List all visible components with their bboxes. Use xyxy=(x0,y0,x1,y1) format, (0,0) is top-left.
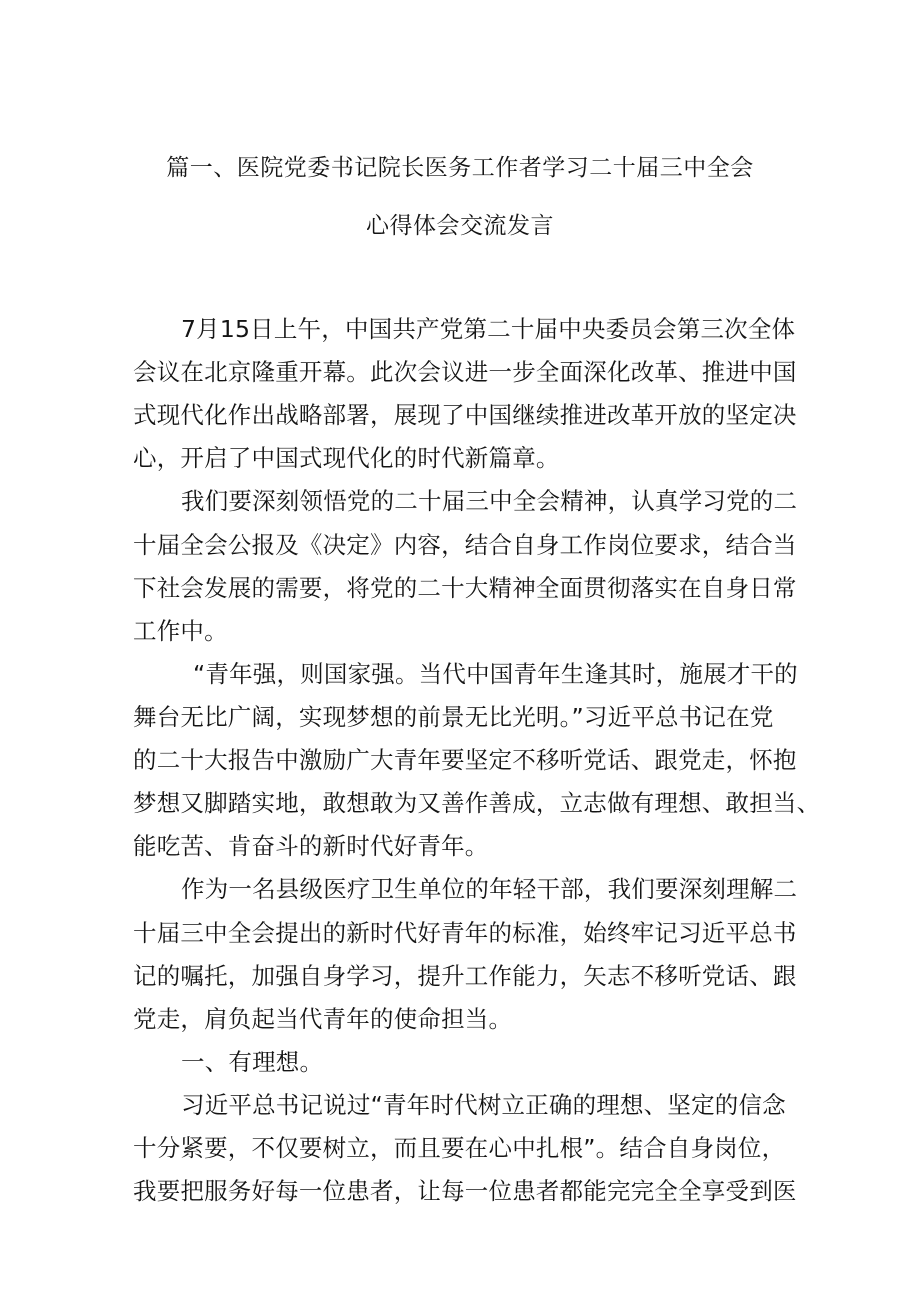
body-line: 作为一名县级医疗卫生单位的年轻干部，我们要深刻理解二 xyxy=(181,875,798,903)
body-line: 7月15日上午，中国共产党第二十届中央委员会第三次全体 xyxy=(181,315,796,343)
body-line: 十届三中全会提出的新时代好青年的标准，始终牢记习近平总书 xyxy=(133,919,797,947)
body-line: “青年强，则国家强。当代中国青年生逢其时，施展才干的 xyxy=(193,660,798,688)
body-line: 十届全会公报及《决定》内容，结合自身工作岗位要求，结合当 xyxy=(133,531,797,559)
body-line: 式现代化作出战略部署，展现了中国继续推进改革开放的坚定决 xyxy=(133,401,797,429)
body-line: 我要把服务好每一位患者，让每一位患者都能完完全全享受到医 xyxy=(133,1177,797,1205)
body-line: 的二十大报告中激励广大青年要坚定不移听党话、跟党走，怀抱 xyxy=(133,746,797,774)
body-line: 能吃苦、肯奋斗的新时代好青年。 xyxy=(133,832,489,860)
body-line: 我们要深刻领悟党的二十届三中全会精神，认真学习党的二 xyxy=(181,487,798,515)
document-title-line-2: 心得体会交流发言 xyxy=(366,213,554,239)
document-title-line-1: 篇一、医院党委书记院长医务工作者学习二十届三中全会 xyxy=(166,155,754,181)
body-line: 舞台无比广阔，实现梦想的前景无比光明。”习近平总书记在党 xyxy=(133,703,774,731)
body-line: 记的嘱托，加强自身学习，提升工作能力，矢志不移听党话、跟 xyxy=(133,962,797,990)
body-line: 工作中。 xyxy=(133,617,228,645)
body-line: 梦想又脚踏实地，敢想敢为又善作善成，立志做有理想、敢担当、 xyxy=(133,789,821,817)
body-line: 心，开启了中国式现代化的时代新篇章。 xyxy=(133,444,560,472)
body-line: 会议在北京隆重开幕。此次会议进一步全面深化改革、推进中国 xyxy=(133,358,797,386)
body-line: 党走，肩负起当代青年的使命担当。 xyxy=(133,1005,513,1033)
body-line: 十分紧要，不仅要树立，而且要在心中扎根”。结合自身岗位， xyxy=(133,1134,786,1162)
body-line: 下社会发展的需要，将党的二十大精神全面贯彻落实在自身日常 xyxy=(133,574,797,602)
body-line: 习近平总书记说过“青年时代树立正确的理想、坚定的信念 xyxy=(181,1091,786,1119)
section-heading: 一、有理想。 xyxy=(181,1048,324,1076)
